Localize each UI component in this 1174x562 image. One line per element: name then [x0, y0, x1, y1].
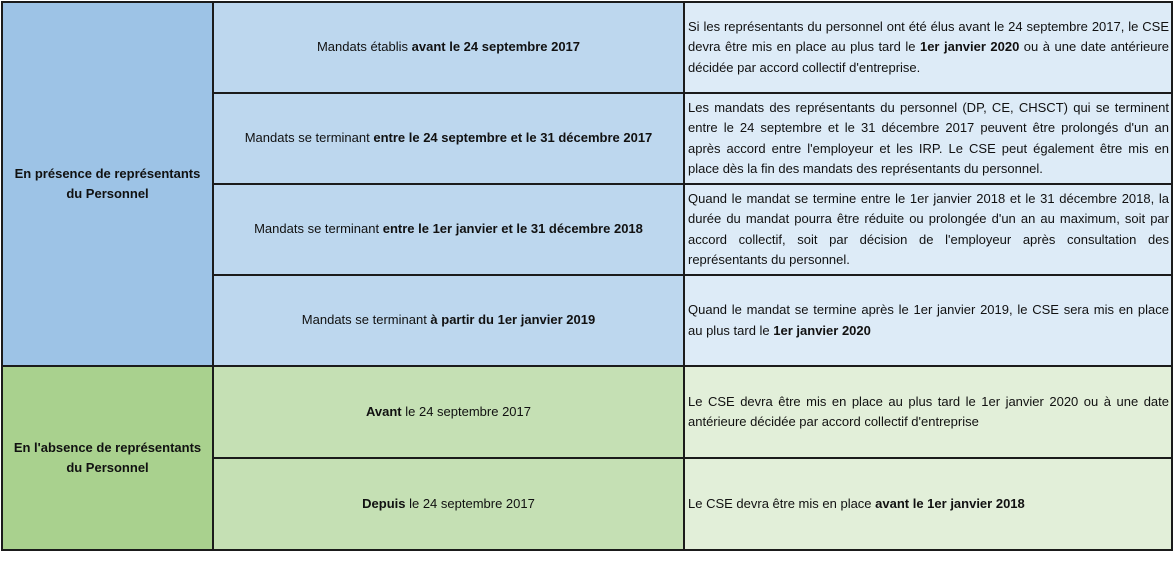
rule-cell: Quand le mandat se termine entre le 1er janvier 2018 et le 31 décembre 2018, la durée du mandat pourra être réduite ou prolongée d'un an au maximum, soit par accord collectif, soit par décision de l'employeur après consultation des représentants du personnel.	[684, 184, 1172, 275]
situation-cell: Mandats se terminant à partir du 1er janvier 2019	[213, 275, 684, 366]
rule-cell: Quand le mandat se termine après le 1er janvier 2019, le CSE sera mis en place au plus tard le 1er janvier 2020	[684, 275, 1172, 366]
rule-cell: Les mandats des représentants du personnel (DP, CE, CHSCT) qui se terminent entre le 24 septembre et le 31 décembre 2017 peuvent être prolongés d'un an après accord entre l'employeur et les IRP. Le CSE peut également être mis en place dès la fin des mandats des représentants du personnel.	[684, 93, 1172, 184]
mandates-table	[1, 1, 1173, 551]
situation-cell: Mandats établis avant le 24 septembre 2017	[213, 2, 684, 93]
table-row	[2, 2, 1172, 93]
situation-cell: Avant le 24 septembre 2017	[213, 366, 684, 458]
situation-cell: Mandats se terminant entre le 24 septembre et le 31 décembre 2017	[213, 93, 684, 184]
group-label-presence: En présence de représentants du Personnel	[2, 2, 213, 366]
table-row	[2, 366, 1172, 458]
rule-cell: Le CSE devra être mis en place au plus tard le 1er janvier 2020 ou à une date antérieure décidée par accord collectif d'entreprise	[684, 366, 1172, 458]
situation-cell: Mandats se terminant entre le 1er janvier et le 31 décembre 2018	[213, 184, 684, 275]
rule-cell: Si les représentants du personnel ont été élus avant le 24 septembre 2017, le CSE devra être mis en place au plus tard le 1er janvier 2020 ou à une date antérieure décidée par accord collectif d'entreprise.	[684, 2, 1172, 93]
rule-cell: Le CSE devra être mis en place avant le 1er janvier 2018	[684, 458, 1172, 550]
situation-cell: Depuis le 24 septembre 2017	[213, 458, 684, 550]
group-label-absence: En l'absence de représentants du Personnel	[2, 366, 213, 550]
